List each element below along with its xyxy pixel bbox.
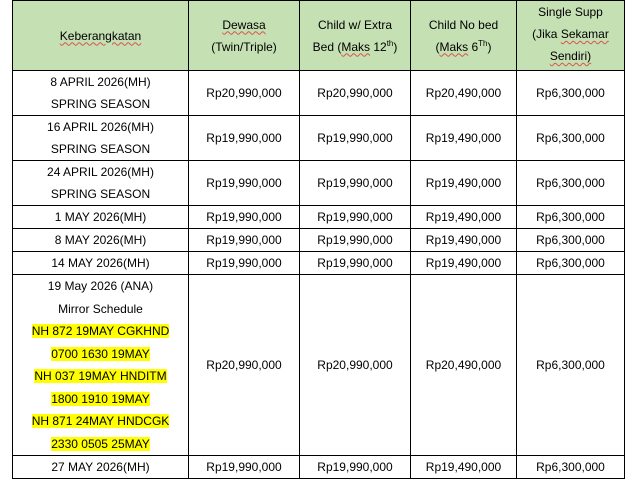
single-supp-price: Rp6,300,000 bbox=[517, 252, 625, 275]
flight-line: NH 037 19MAY HNDITM bbox=[34, 369, 167, 383]
child-nobed-price: Rp19,490,000 bbox=[411, 206, 517, 229]
child-nobed-price: Rp20,490,000 bbox=[411, 275, 517, 456]
adult-price: Rp20,990,000 bbox=[189, 275, 300, 456]
child-bed-price: Rp20,990,000 bbox=[300, 275, 411, 456]
adult-price: Rp19,990,000 bbox=[189, 229, 300, 252]
child-bed-price: Rp19,990,000 bbox=[300, 252, 411, 275]
table-row bbox=[13, 206, 625, 229]
flight-line: NH 871 24MAY HNDCGK bbox=[31, 414, 170, 428]
single-supp-price: Rp6,300,000 bbox=[517, 229, 625, 252]
header-adult: Dewasa (Twin/Triple) bbox=[189, 1, 300, 71]
single-supp-price: Rp6,300,000 bbox=[517, 456, 625, 479]
price-table bbox=[12, 0, 625, 479]
adult-price: Rp19,990,000 bbox=[189, 252, 300, 275]
header-departure: Keberangkatan bbox=[13, 1, 189, 71]
table-row bbox=[13, 275, 625, 456]
single-supp-price: Rp6,300,000 bbox=[517, 206, 625, 229]
departure-cell: 24 APRIL 2026(MH) SPRING SEASON bbox=[13, 161, 189, 206]
child-bed-price: Rp19,990,000 bbox=[300, 206, 411, 229]
child-nobed-price: Rp19,490,000 bbox=[411, 252, 517, 275]
table-row bbox=[13, 252, 625, 275]
child-bed-price: Rp20,990,000 bbox=[300, 71, 411, 116]
table-row bbox=[13, 456, 625, 479]
departure-cell: 14 MAY 2026(MH) bbox=[13, 252, 189, 275]
table-row bbox=[13, 229, 625, 252]
departure-cell: 27 MAY 2026(MH) bbox=[13, 456, 189, 479]
single-supp-price: Rp6,300,000 bbox=[517, 161, 625, 206]
adult-price: Rp19,990,000 bbox=[189, 456, 300, 479]
child-bed-price: Rp19,990,000 bbox=[300, 161, 411, 206]
adult-price: Rp19,990,000 bbox=[189, 161, 300, 206]
flight-line: NH 872 19MAY CGKHND bbox=[31, 324, 170, 338]
child-nobed-price: Rp20,490,000 bbox=[411, 71, 517, 116]
departure-cell: 19 May 2026 (ANA) Mirror Schedule NH 872 19MAY CGKHND 0700 1630 19MAY NH 037 19MAY HNDITM 1800 1910 19MAY NH 871 24MAY HNDCGK 2330 0505 25MAY bbox=[13, 275, 189, 456]
departure-cell: 8 APRIL 2026(MH) SPRING SEASON bbox=[13, 71, 189, 116]
table-row bbox=[13, 161, 625, 206]
child-bed-price: Rp19,990,000 bbox=[300, 229, 411, 252]
header-child-extra-bed: Child w/ Extra Bed (Maks 12th) bbox=[300, 1, 411, 71]
child-bed-price: Rp19,990,000 bbox=[300, 116, 411, 161]
adult-price: Rp19,990,000 bbox=[189, 116, 300, 161]
flight-line: 1800 1910 19MAY bbox=[51, 391, 150, 406]
single-supp-price: Rp6,300,000 bbox=[517, 275, 625, 456]
single-supp-price: Rp6,300,000 bbox=[517, 116, 625, 161]
departure-cell: 8 MAY 2026(MH) bbox=[13, 229, 189, 252]
header-row bbox=[13, 1, 625, 71]
flight-line: 0700 1630 19MAY bbox=[51, 346, 150, 361]
flight-line: 2330 0505 25MAY bbox=[51, 436, 150, 451]
departure-cell: 1 MAY 2026(MH) bbox=[13, 206, 189, 229]
table-row bbox=[13, 116, 625, 161]
adult-price: Rp19,990,000 bbox=[189, 206, 300, 229]
child-nobed-price: Rp19,490,000 bbox=[411, 456, 517, 479]
adult-price: Rp20,990,000 bbox=[189, 71, 300, 116]
child-bed-price: Rp19,990,000 bbox=[300, 456, 411, 479]
child-nobed-price: Rp19,490,000 bbox=[411, 229, 517, 252]
header-single-supplement: Single Supp (Jika Sekamar Sendiri) bbox=[517, 1, 625, 71]
child-nobed-price: Rp19,490,000 bbox=[411, 161, 517, 206]
departure-cell: 16 APRIL 2026(MH) SPRING SEASON bbox=[13, 116, 189, 161]
header-child-no-bed: Child No bed (Maks 6Th) bbox=[411, 1, 517, 71]
table-row bbox=[13, 71, 625, 116]
single-supp-price: Rp6,300,000 bbox=[517, 71, 625, 116]
child-nobed-price: Rp19,490,000 bbox=[411, 116, 517, 161]
